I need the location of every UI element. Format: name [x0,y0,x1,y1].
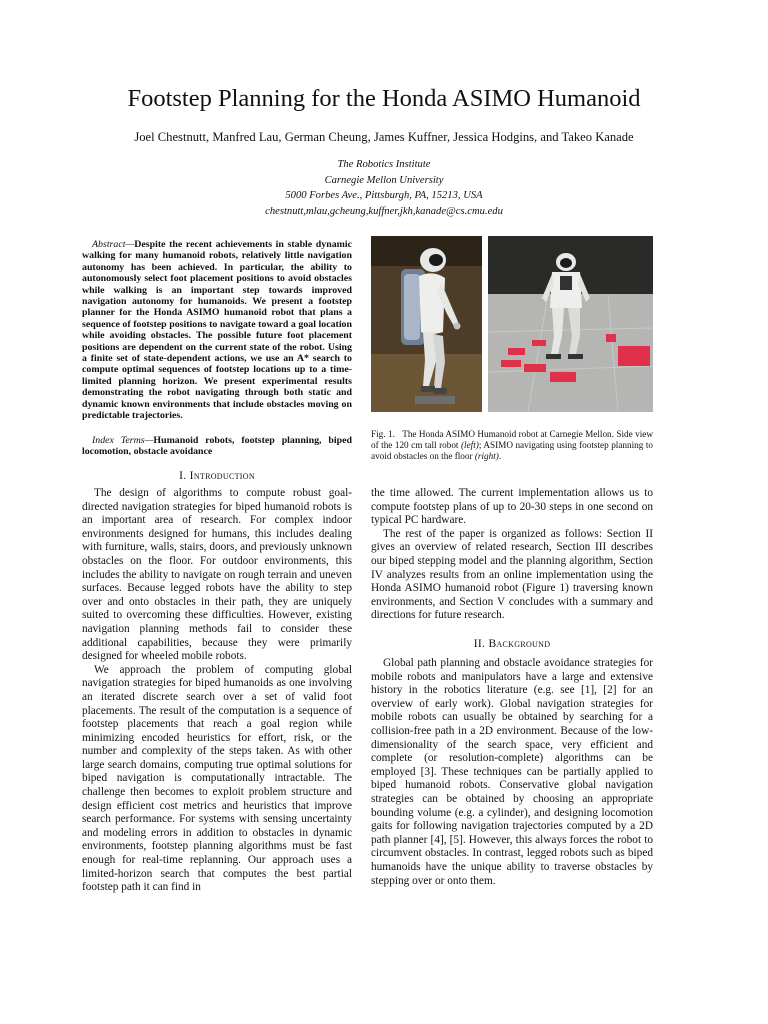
figure-photo-side-view [371,236,482,412]
robot-visor [429,254,443,266]
author-list: Joel Chestnutt, Manfred Lau, German Cheung, James Kuffner, Jessica Hodgins, and Takeo Kanade [134,130,634,144]
intro-paragraph: We approach the problem of computing global navigation strategies for biped humanoids as one involving an iterated discrete search over a set of valid foot placements. The result of the computation is a sequence of footstep placements that reach a goal region while minimizing encoded heuristics for effort, risk, or the number and complexity of the steps taken. As with other large search domains, computing true optimal solutions for biped navigation is computationally intractable. The challenge then becomes to exploit problem structure and design efficient cost metrics and heuristics that improve search performance. For systems with sensing uncertainty and modeling errors in addition to obstacles in dynamic environments, footstep planning algorithms must be fast enough for real-time replanning. Our approach uses a limited-horizon search that computes the best partial footstep path it can find in [82,663,352,894]
robot-stand [415,396,455,404]
floor-obstacle [550,372,576,382]
robot-backpack-panel [404,274,420,340]
paper-title: Footstep Planning for the Honda ASIMO Humanoid [127,85,641,112]
asimo-navigation-image [488,236,653,412]
floor-obstacle [508,348,525,355]
index-terms [82,435,352,458]
figure-1 [371,236,653,412]
index-terms-text: Humanoid robots, footstep planning, biped locomotion, obstacle avoidance [82,435,352,458]
robot-foot-back [433,388,447,394]
robot-visor [560,258,572,268]
asimo-side-view-image [371,236,482,412]
floor-obstacle [606,334,616,342]
figure-label: Fig. 1. [371,429,395,439]
section-number: II. [473,637,486,650]
robot-chest-panel [560,276,572,290]
floor-obstacle [618,346,650,366]
floor-obstacle [501,360,521,367]
index-terms-label: Index Terms— [92,435,154,446]
caption-text: ; ASIMO navigating using footstep planning to avoid obstacles on the floor [371,440,653,462]
figure-1-caption [371,429,653,463]
robot-foot-right [568,354,583,359]
section-heading-introduction [82,469,352,483]
intro-continuation: the time allowed. The current implementation allows us to compute footstep plans of up to 20-30 steps in one second on typical PC hardware. [371,487,653,527]
affiliation-institute: The Robotics Institute [337,159,431,170]
floor-obstacle [524,364,546,372]
section-number: I. [179,469,187,482]
section-heading-background [371,637,653,651]
affiliation-address: 5000 Forbes Ave., Pittsburgh, PA, 15213, USA [285,190,483,201]
robot-foot-left [546,354,561,359]
abstract [82,239,352,422]
robot-foot-front [421,386,435,392]
caption-right-ref: (right) [474,451,499,462]
caption-end: . [498,451,502,462]
abstract-text: Despite the recent achievements in stable dynamic walking for many humanoid robots, relatively little navigation autonomy has been achieved. In particular, the ability to autonomously select foot placement positions to avoid obstacles while walking is an important step towards improved navigation autonomy for humanoids. We present a footstep planner for the Honda ASIMO humanoid robot that plans a sequence of footstep positions to navigate toward a goal location while avoiding obstacles. The possible future foot placement positions are dependent on the current state of the robot. Using a finite set of state-dependent actions, we use an A* search to compute optimal sequences of footstep locations up to a time-limited planning horizon. We present experimental results demonstrating the robot navigating through both static and dynamic known environments that include obstacles moving on predictable trajectories. [82,239,352,422]
affiliation-emails: chestnutt,mlau,gcheung,kuffner,jkh,kanade@cs.cmu.edu [265,205,503,217]
background-column [371,657,653,888]
affiliation-university: Carnegie Mellon University [324,174,444,186]
intro-left-column [82,487,352,895]
floor-obstacle [532,340,546,346]
abstract-label: Abstract— [92,239,135,250]
caption-left-ref: (left) [460,440,479,451]
intro-right-column [371,487,653,623]
affiliation-block [0,157,768,219]
figure-photo-navigation [488,236,653,412]
intro-paragraph: The design of algorithms to compute robust goal-directed navigation strategies for biped humanoid robots is an important area of research. For complex indoor environments designed for humans, this includes dealing with furniture, walls, stairs, doors, and previously unknown obstacles on the floor. For outdoor environments, this includes the ability to navigate on rough terrain and uneven surfaces. Because legged robots have the ability to step over and onto obstacles in their path, they are uniquely suited to overcoming these difficulties. However, existing navigation planning methods fail to consider these additional capabilities, because they were primarily designed for wheeled mobile robots. [82,487,352,663]
caption-text: The Honda ASIMO Humanoid robot at Carnegie Mellon. Side view of the 120 cm tall robot [371,429,653,451]
intro-organization-paragraph: The rest of the paper is organized as follows: Section II gives an overview of related research, Section III describes our biped stepping model and the planning algorithm, Section IV analyzes results from an online implementation using the Honda ASIMO humanoid robot (Figure 1) traversing known environments, and Section V concludes with a summary and directions for future research. [371,527,653,622]
robot-hand [454,323,461,330]
section-title: Introduction [189,469,255,482]
section-title: Background [488,637,551,650]
background-paragraph: Global path planning and obstacle avoidance strategies for mobile robots and manipulators have a large and extensive history in the robotics literature (e.g. see [1], [2] for an overview of early work). Global navigation strategies for mobile robots can usually be obtained by searching for a collision-free path in a 2D environment. Because of the low-dimensionality of the search space, very efficient and complete (or resolution-complete) algorithms can be employed [3]. These techniques can be partially applied to biped humanoid robots. Conservative global navigation strategies can be obtained by choosing an appropriate bounding volume (e.g. a cylinder), and designing locomotion gaits for following navigation trajectories computed by a 2D path planner [4], [5]. However, this always forces the robot to circumvent obstacles. In contrast, legged robots such as biped humanoids have the unique ability to traverse obstacles by stepping over or onto them. [371,657,653,887]
